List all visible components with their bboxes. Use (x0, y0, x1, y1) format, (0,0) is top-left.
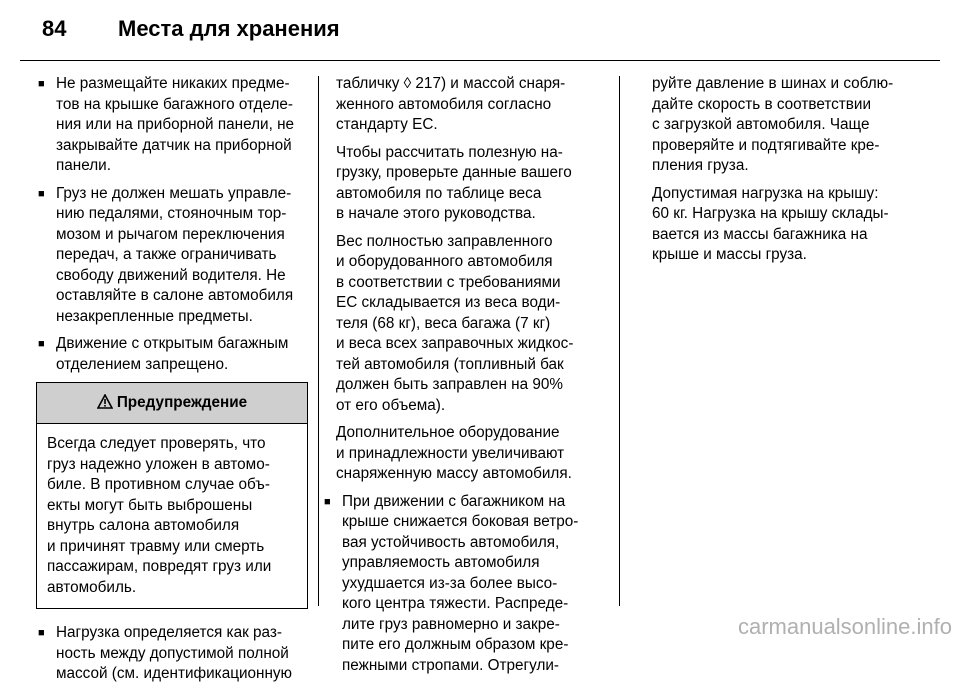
text-line: Чтобы рассчитать полезную на- (336, 143, 563, 161)
column-divider-2 (619, 76, 620, 606)
text-line: оставляйте в салоне автомобиля (56, 287, 294, 304)
text-line: грузку, проверьте данные вашего (336, 164, 572, 181)
list-item (36, 184, 308, 328)
text-line: пления груза. (652, 157, 749, 174)
text-line: панели. (56, 157, 111, 174)
text-line: При движении с багажником на (342, 492, 566, 510)
text-line: нию педалями, стояночным тор- (56, 205, 287, 222)
text-line: тей автомобиля (топливный бак (336, 355, 564, 373)
text-line: крыше снижается боковая ветро- (342, 513, 579, 530)
list-item (322, 492, 612, 677)
text-line: автомобиль. (47, 578, 137, 596)
page-header (0, 0, 960, 62)
paragraph (652, 74, 932, 177)
text-line: кого центра тяжести. Распреде- (342, 595, 569, 612)
text-line: груз надежно уложен в автомо- (47, 455, 270, 473)
text-line: 60 кг. Нагрузка на крышу склады- (652, 205, 889, 222)
text-line: стандарту ЕС. (336, 116, 438, 133)
bullet-text (56, 334, 308, 375)
text-line: вая устойчивость автомобиля, (342, 533, 560, 551)
page-number: 84 (42, 16, 67, 41)
text-line: отделением запрещено. (56, 355, 229, 373)
text-line: внутрь салона автомобиля (47, 517, 240, 534)
text-line: ЕС складывается из веса води- (336, 294, 561, 311)
text-line: Допустимая нагрузка на крышу: (652, 184, 879, 202)
text-line: ния или на приборной панели, не (56, 116, 295, 133)
text-line: Движение с открытым багажным (56, 335, 289, 352)
text-line: Нагрузка определяется как раз- (56, 624, 282, 641)
text-line: ность между допустимой полной (56, 644, 289, 662)
warning-text (37, 424, 307, 608)
bullet-mark: ■ (38, 187, 45, 200)
header-divider (20, 60, 940, 61)
warning-title: Предупреждение (116, 394, 248, 411)
bullet-text (342, 492, 612, 677)
text-line: массой (см. идентификационную (56, 665, 293, 682)
text-line: должен быть заправлен на 90% (336, 376, 563, 393)
text-line: Вес полностью заправленного (336, 232, 553, 250)
text-line: вается из массы багажника на (652, 225, 868, 243)
bullet-mark: ■ (38, 627, 45, 639)
text-line: закрывайте датчик на приборной (56, 136, 292, 154)
paragraph (336, 232, 612, 417)
text-line: пежными стропами. Отрегули- (342, 656, 560, 674)
text-line: незакрепленные предметы. (56, 307, 253, 325)
column-1 (36, 74, 308, 692)
text-line: теля (68 кг), веса багажа (7 кг) (336, 314, 551, 332)
text-line: Всегда следует проверять, что (47, 435, 266, 452)
text-line: мозом и рычагом переключения (56, 225, 285, 243)
text-line: руйте давление в шинах и соблю- (652, 75, 894, 92)
column-2 (324, 74, 612, 683)
text-line: управляемость автомобиля (342, 554, 540, 571)
text-line: пите его должным образом кре- (342, 636, 569, 653)
text-line: женного автомобиля согласно (336, 95, 552, 113)
paragraph (336, 423, 612, 485)
bullet-text (56, 184, 308, 328)
text-line: екты могут быть выброшены (47, 496, 253, 514)
text-line: дайте скорость в соответствии (652, 95, 872, 113)
text-line: биле. В противном случае объ- (47, 476, 270, 493)
text-line: Груз не должен мешать управле- (56, 184, 292, 202)
text-line: Дополнительное оборудование (336, 424, 560, 441)
text-line: в соответствии с требованиями (336, 273, 561, 291)
text-line: и оборудованного автомобиля (336, 253, 553, 270)
bullet-text (56, 74, 308, 177)
text-line: и веса всех заправочных жидкос- (336, 335, 574, 352)
paragraph (336, 74, 612, 136)
text-line: свободу движений водителя. Не (56, 266, 286, 284)
text-line: и причинят травму или смерть (47, 537, 265, 555)
text-line: и принадлежности увеличивают (336, 444, 565, 462)
text-line: крыше и массы груза. (652, 246, 807, 263)
warning-box (36, 382, 308, 609)
watermark: carmanualsonline.info (737, 614, 952, 639)
text-line: пассажирам, повредят груз или (47, 558, 272, 575)
bullet-text (56, 623, 308, 685)
list-item (36, 623, 308, 685)
column-3 (652, 74, 932, 273)
text-line: лите груз равномерно и закре- (342, 615, 560, 633)
text-line: снаряженную массу автомобиля. (336, 465, 572, 482)
warning-header (37, 383, 307, 424)
bullet-mark: ■ (38, 338, 45, 350)
warning-triangle-icon (97, 385, 113, 425)
bullet-mark: ■ (324, 495, 331, 508)
text-line: Не размещайте никаких предме- (56, 75, 290, 92)
text-line: с загрузкой автомобиля. Чаще (652, 116, 870, 133)
paragraph (336, 143, 612, 225)
text-line: тов на крышке багажного отделе- (56, 95, 293, 113)
text-line: в начале этого руководства. (336, 205, 536, 222)
bullet-mark: ■ (38, 78, 45, 90)
text-line: автомобиля по таблице веса (336, 184, 542, 202)
text-line: передач, а также ограничивать (56, 246, 277, 263)
page-title: Места для хранения (118, 16, 340, 41)
text-line: табличку ◊ 217) и массой снаря- (336, 75, 566, 92)
text-line: от его объема). (336, 396, 446, 414)
column-divider-1 (318, 76, 319, 606)
list-item (36, 334, 308, 375)
text-line: ухудшается из-за более высо- (342, 574, 558, 592)
list-item (36, 74, 308, 177)
paragraph (652, 184, 932, 266)
text-line: проверяйте и подтягивайте кре- (652, 136, 880, 154)
